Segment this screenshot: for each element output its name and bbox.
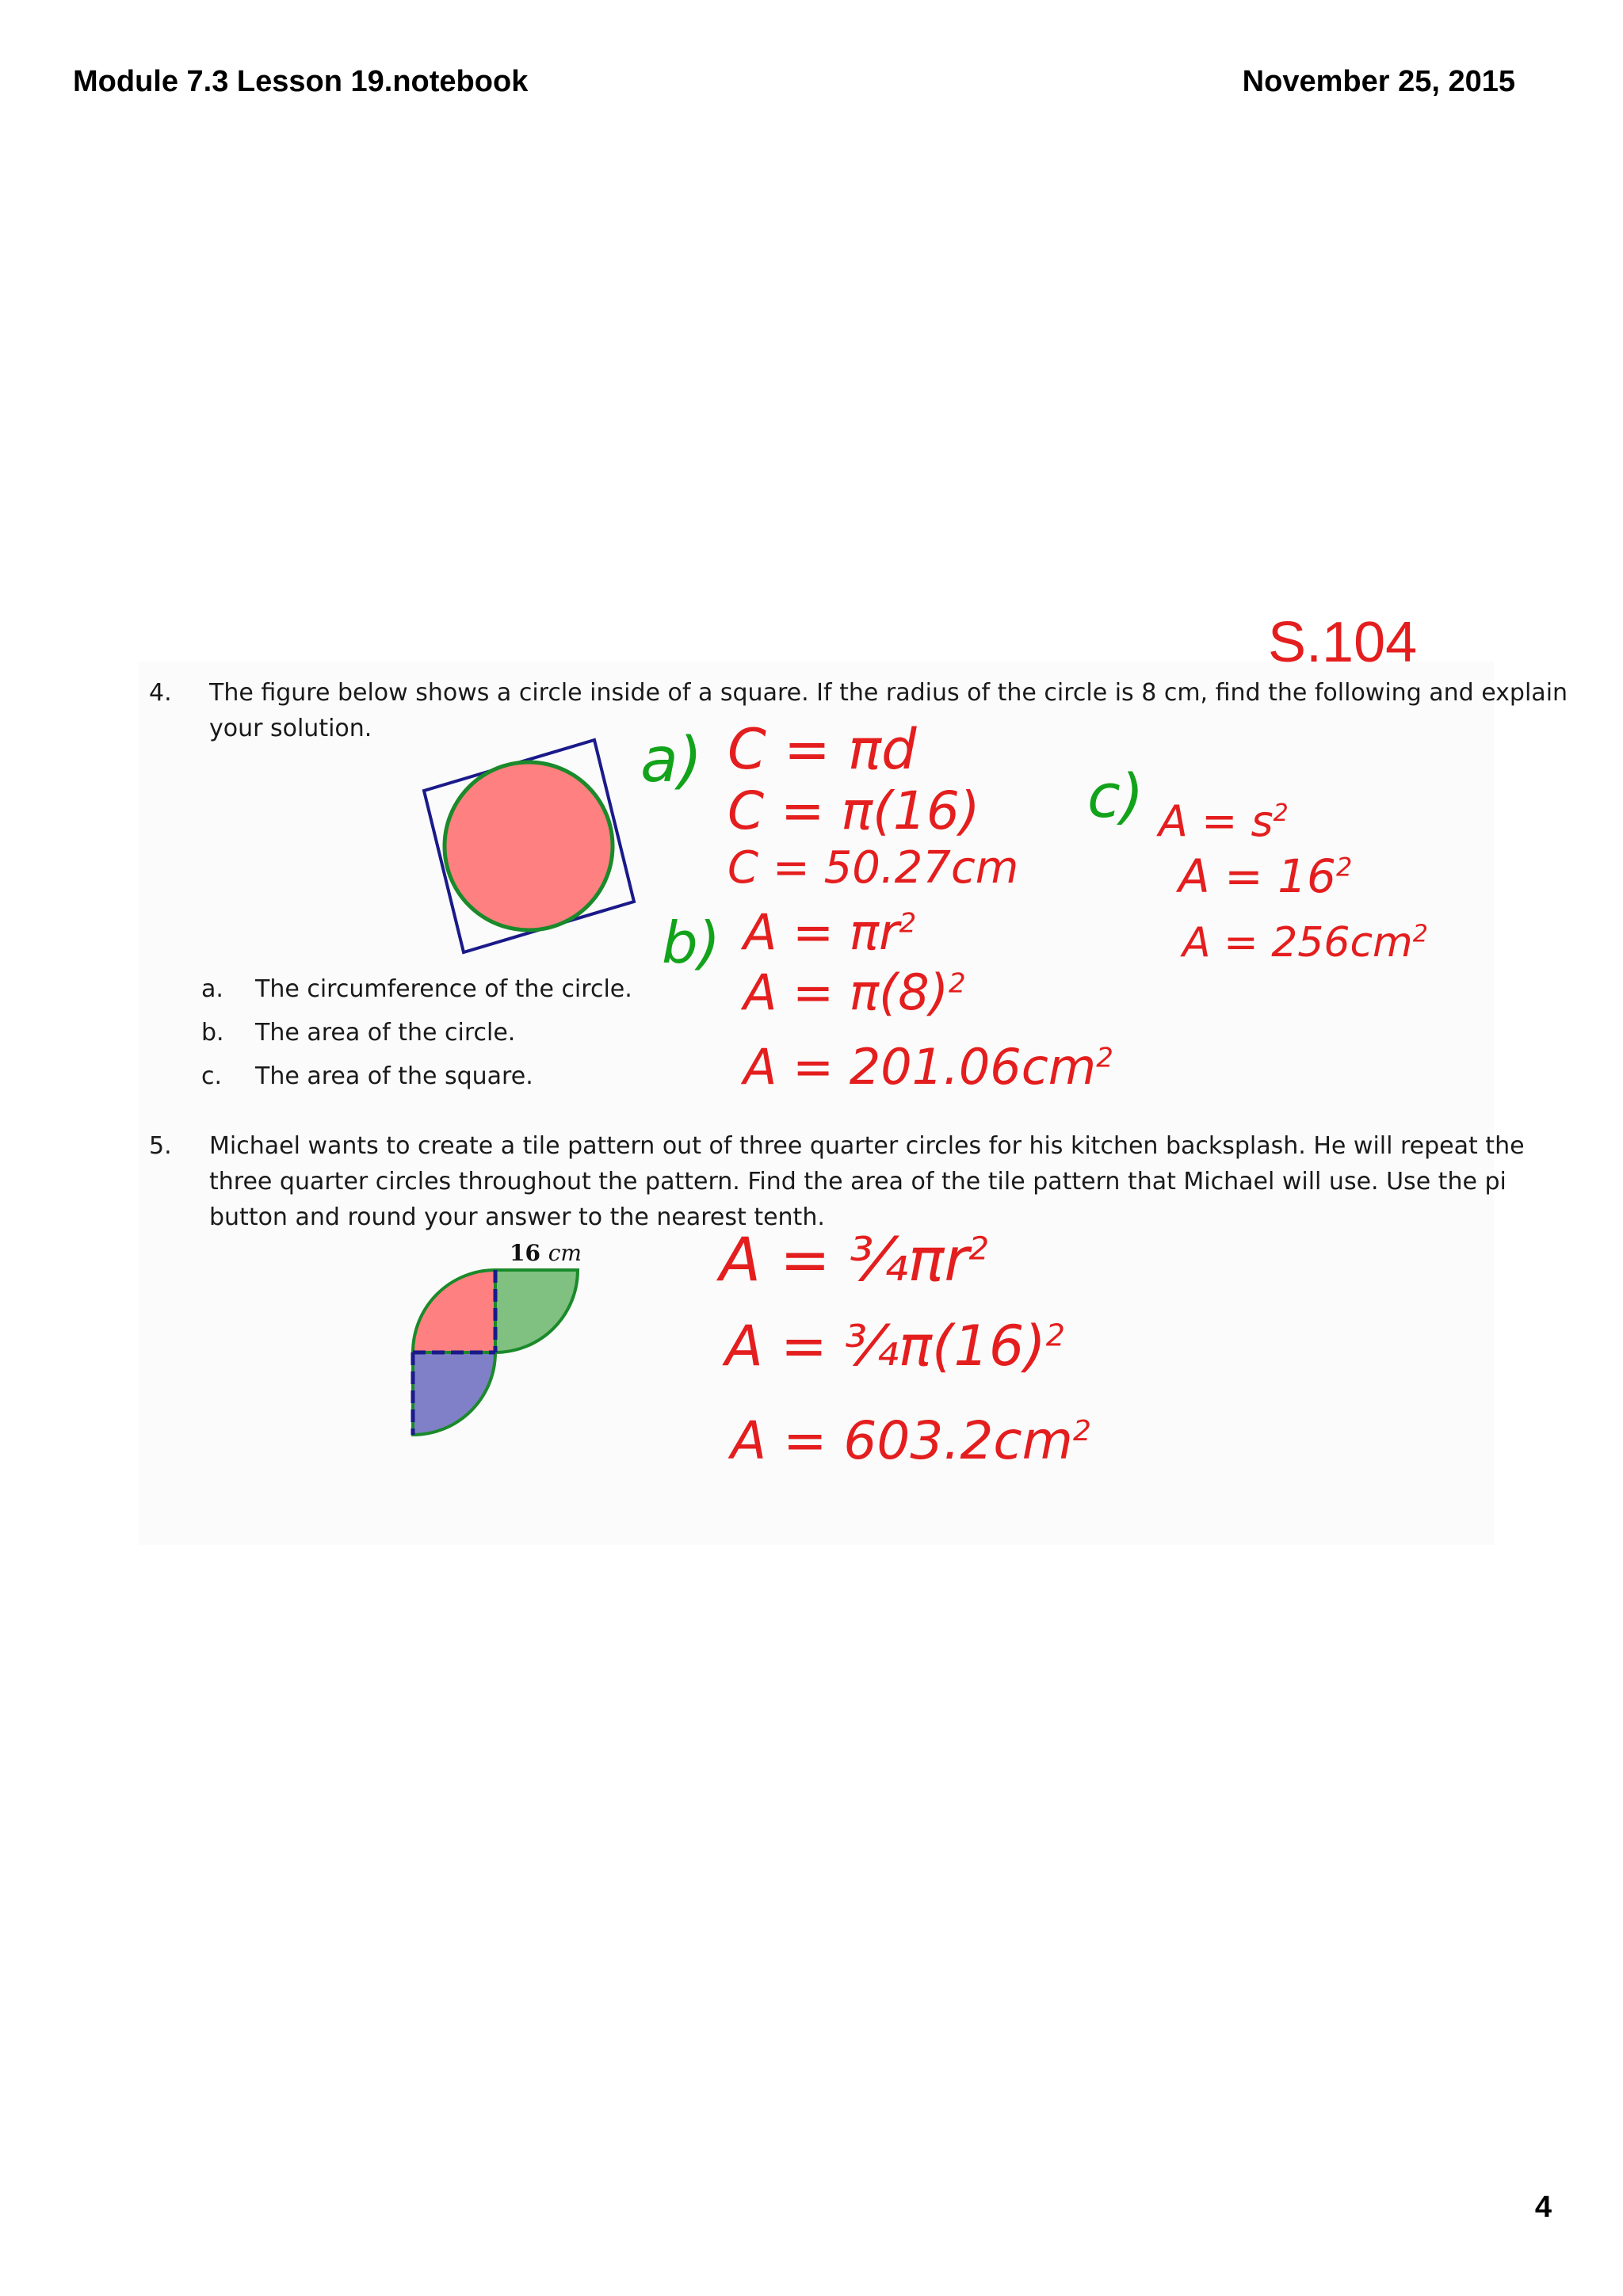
problem-4-line-1: The figure below shows a circle inside of a square. If the radius of the circle is 8 cm, find the following and explain bbox=[209, 679, 1568, 707]
page-number: 4 bbox=[1534, 2191, 1552, 2224]
handwritten-b-line-3-text: A = 201.06cm bbox=[743, 1038, 1097, 1096]
handwritten-p5-line-1-text: A = ¾πr bbox=[720, 1224, 969, 1295]
problem-5-number: 5. bbox=[149, 1132, 172, 1160]
notebook-date: November 25, 2015 bbox=[1242, 65, 1515, 98]
part-a-letter: a. bbox=[201, 975, 223, 1003]
handwritten-c-line-1 bbox=[1159, 796, 1289, 846]
handwritten-b-line-3 bbox=[743, 1038, 1113, 1096]
handwritten-b-line-3-exp: 2 bbox=[1096, 1042, 1113, 1074]
handwritten-a-line-3: C = 50.27cm bbox=[727, 842, 1019, 894]
handwritten-c-line-3 bbox=[1182, 919, 1428, 967]
handwritten-c-line-1-exp: 2 bbox=[1273, 799, 1289, 827]
handwritten-p5-line-3 bbox=[731, 1410, 1091, 1471]
problem-5-line-2: three quarter circles throughout the pattern. Find the area of the tile pattern that Michael will use. Use the pi bbox=[209, 1168, 1507, 1196]
problem-5-line-1: Michael wants to create a tile pattern out of three quarter circles for his kitchen backsplash. He will repeat the bbox=[209, 1132, 1525, 1160]
handwritten-p5-line-1-exp: 2 bbox=[968, 1230, 990, 1268]
handwritten-b-label: b) bbox=[662, 910, 720, 976]
handwritten-b-line-2 bbox=[743, 963, 966, 1021]
handwritten-a-line-2: C = π(16) bbox=[727, 780, 980, 841]
handwritten-p5-line-1 bbox=[720, 1224, 989, 1295]
handwritten-c-line-1-text: A = s bbox=[1159, 796, 1274, 846]
handwritten-p5-line-3-exp: 2 bbox=[1072, 1415, 1091, 1447]
handwritten-c-line-2-exp: 2 bbox=[1335, 852, 1353, 883]
handwritten-c-label: c) bbox=[1087, 761, 1144, 831]
notebook-title: Module 7.3 Lesson 19.notebook bbox=[73, 65, 529, 98]
problem-5-line-3: button and round your answer to the nearest tenth. bbox=[209, 1203, 825, 1231]
reference-label: S.104 bbox=[1268, 611, 1418, 674]
handwritten-c-line-2-text: A = 16 bbox=[1178, 849, 1336, 903]
problem-4-line-2: your solution. bbox=[209, 715, 372, 742]
handwritten-b-line-2-exp: 2 bbox=[948, 967, 966, 1000]
handwritten-c-line-3-exp: 2 bbox=[1412, 920, 1428, 948]
handwritten-b-line-2-text: A = π(8) bbox=[743, 963, 949, 1021]
green-quarter-circle bbox=[495, 1270, 578, 1352]
problem-4-number: 4. bbox=[149, 679, 172, 707]
part-c-text: The area of the square. bbox=[255, 1062, 533, 1090]
blue-quarter-circle bbox=[413, 1352, 495, 1435]
part-c-letter: c. bbox=[201, 1062, 223, 1090]
handwritten-p5-line-2-exp: 2 bbox=[1045, 1318, 1065, 1353]
red-quarter-circle bbox=[413, 1270, 495, 1352]
handwritten-a-line-1: C = πd bbox=[727, 717, 917, 782]
handwritten-c-line-3-text: A = 256cm bbox=[1182, 919, 1413, 967]
part-b-text: The area of the circle. bbox=[255, 1019, 516, 1047]
part-b-letter: b. bbox=[201, 1019, 224, 1047]
handwritten-a-label: a) bbox=[640, 725, 703, 796]
dimension-value: 16 bbox=[510, 1240, 540, 1266]
handwritten-b-line-1-exp: 2 bbox=[899, 907, 917, 940]
handwritten-p5-line-3-text: A = 603.2cm bbox=[731, 1410, 1073, 1471]
handwritten-b-line-1 bbox=[743, 903, 916, 961]
part-a-text: The circumference of the circle. bbox=[255, 975, 632, 1003]
handwritten-p5-line-2-text: A = ¾π(16) bbox=[725, 1314, 1046, 1379]
handwritten-b-line-1-text: A = πr bbox=[743, 903, 899, 961]
handwritten-p5-line-2 bbox=[725, 1314, 1065, 1379]
dimension-unit: cm bbox=[548, 1240, 582, 1266]
handwritten-c-line-2 bbox=[1178, 849, 1352, 903]
